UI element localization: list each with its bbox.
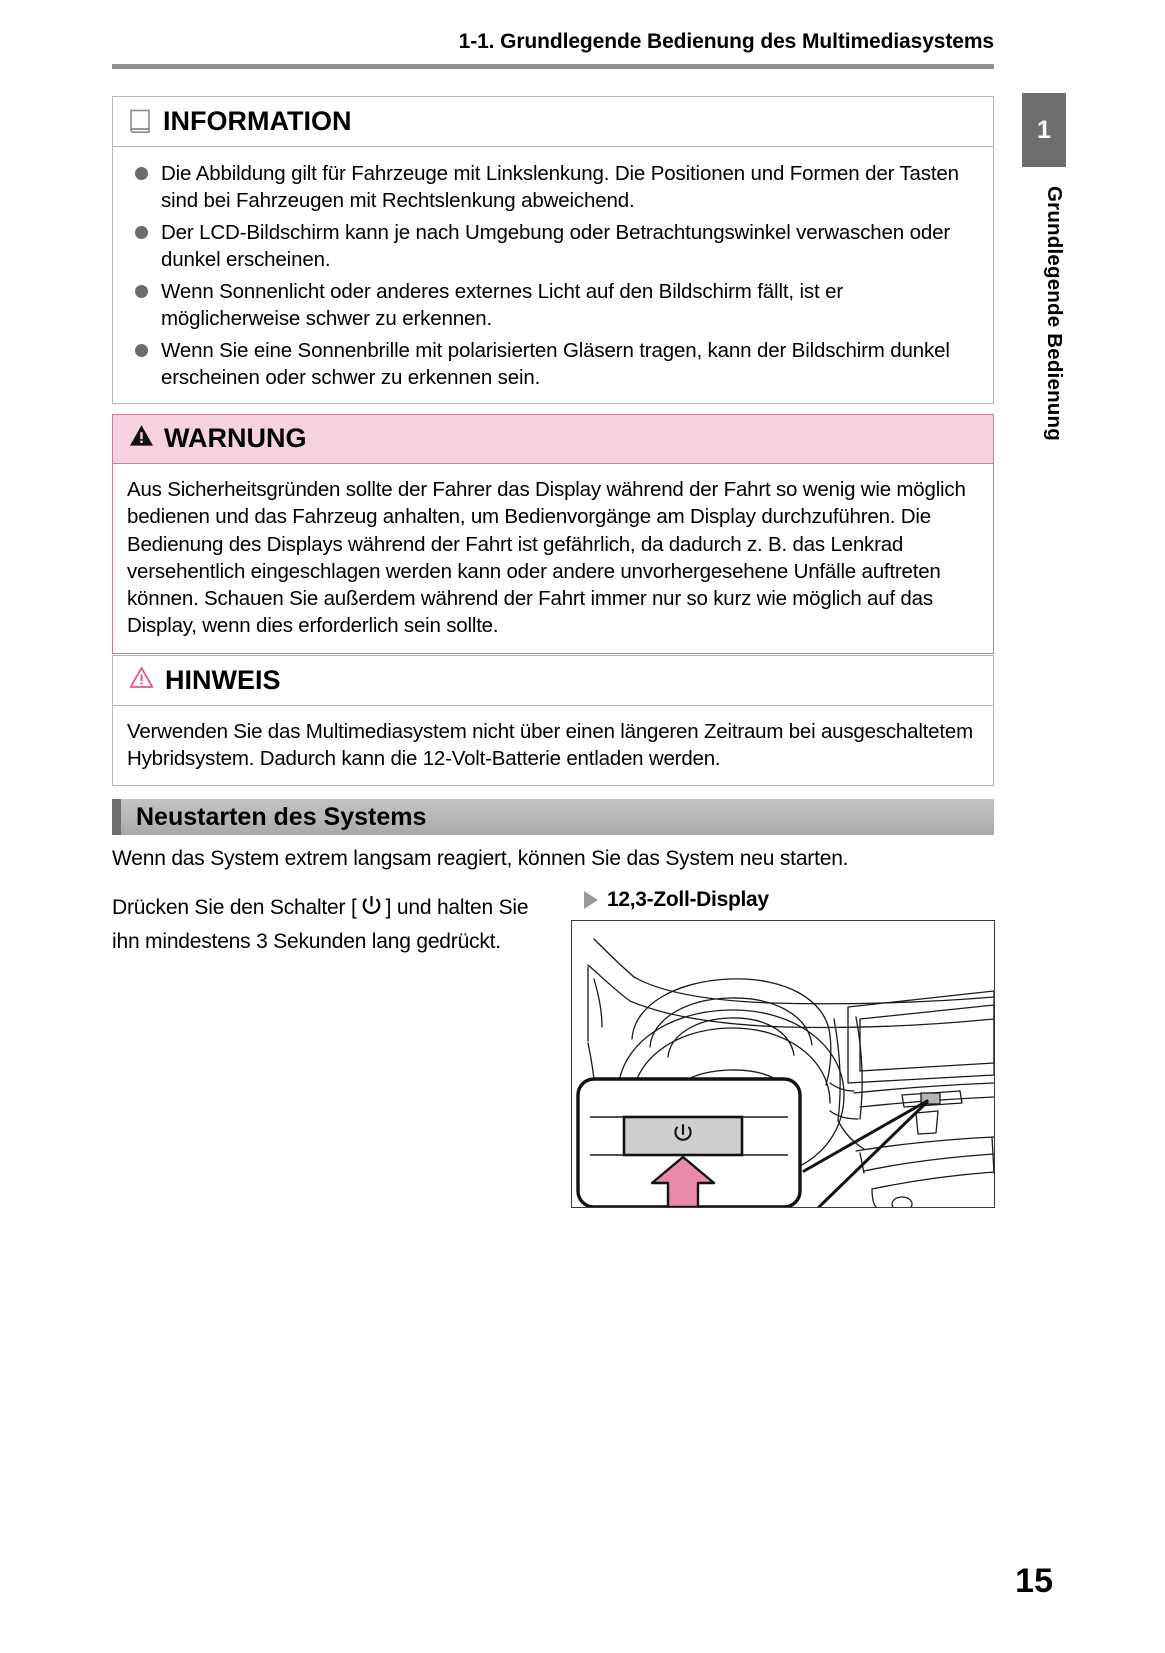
list-item: [129, 278, 977, 332]
figure-caption-text: 12,3-Zoll-Display: [607, 888, 769, 911]
notice-box-body: Verwenden Sie das Multimediasystem nicht über einen längeren Zeitraum bei ausgeschaltetem Hybridsystem. Dadurch kann die 12-Volt-Batterie entladen werden.: [127, 720, 973, 771]
bullet-dot-icon: [135, 285, 148, 298]
warning-box-title: WARNUNG: [164, 423, 307, 453]
bullet-dot-icon: [135, 167, 148, 180]
instruction-text-after: ] und halten Sie ihn mindestens 3 Sekunden lang gedrückt.: [112, 896, 529, 953]
notice-triangle-icon: [129, 665, 154, 696]
chapter-title: 1-1. Grundlegende Bedienung des Multimediasystems: [458, 30, 994, 53]
notice-box-header: [113, 656, 993, 706]
instruction-text-before: Drücken Sie den Schalter [: [112, 896, 357, 919]
power-icon: [360, 894, 383, 927]
header-rule: [112, 64, 994, 69]
information-box: [112, 96, 994, 404]
list-item: [129, 219, 977, 273]
notice-box: [112, 655, 994, 786]
list-item-text: Die Abbildung gilt für Fahrzeuge mit Linkslenkung. Die Positionen und Formen der Tasten sind bei Fahrzeugen mit Rechtslenkung abweichend.: [161, 162, 959, 213]
list-item-text: Der LCD-Bildschirm kann je nach Umgebung oder Betrachtungswinkel verwaschen oder dunkel erscheinen.: [161, 221, 951, 272]
information-box-header: [113, 97, 993, 147]
chapter-tab-label: Grundlegende Bedienung: [1043, 186, 1066, 441]
section-header-bar: [112, 799, 994, 835]
warning-box: [112, 414, 994, 654]
information-bullet-list: [129, 160, 977, 391]
bullet-dot-icon: [135, 344, 148, 357]
book-icon: [129, 109, 152, 134]
warning-triangle-icon: [129, 423, 154, 454]
section-accent-bar: [112, 799, 121, 835]
information-box-title: INFORMATION: [163, 106, 352, 136]
section-intro-paragraph: Wenn das System extrem langsam reagiert, können Sie das System neu starten.: [112, 847, 849, 870]
list-item-text: Wenn Sie eine Sonnenbrille mit polarisierten Gläsern tragen, kann der Bildschirm dunkel erscheinen oder schwer zu erkennen sein.: [161, 339, 950, 390]
list-item-text: Wenn Sonnenlicht oder anderes externes Licht auf den Bildschirm fällt, ist er möglicherweise schwer zu erkennen.: [161, 280, 844, 331]
page-number: 15: [1015, 1562, 1053, 1600]
chapter-tab-number: 1: [1022, 93, 1066, 167]
warning-box-header: [113, 415, 993, 464]
bullet-dot-icon: [135, 226, 148, 239]
section-title: Neustarten des Systems: [136, 802, 427, 831]
list-item: [129, 160, 977, 214]
list-item: [129, 337, 977, 391]
figure-caption: [584, 888, 769, 912]
dashboard-illustration: [571, 920, 995, 1208]
notice-box-title: HINWEIS: [165, 665, 281, 695]
page-header: [112, 30, 994, 54]
information-box-body: [113, 147, 993, 403]
restart-instruction-paragraph: [112, 893, 544, 957]
warning-box-body: Aus Sicherheitsgründen sollte der Fahrer das Display während der Fahrt so wenig wie möglich bedienen und das Fahrzeug anhalten, um Bedienvorgänge am Display durchzuführen. Die Bedienung des Displays während der Fahrt ist gefährlich, da dadurch z. B. das Lenkrad versehentlich eingeschlagen werden kann oder andere unvorhergesehene Unfälle auftreten können. Schauen Sie außerdem während der Fahrt immer nur so kurz wie möglich auf das Display, wenn dies erforderlich sein sollte.: [127, 478, 966, 638]
triangle-right-icon: [584, 891, 598, 909]
